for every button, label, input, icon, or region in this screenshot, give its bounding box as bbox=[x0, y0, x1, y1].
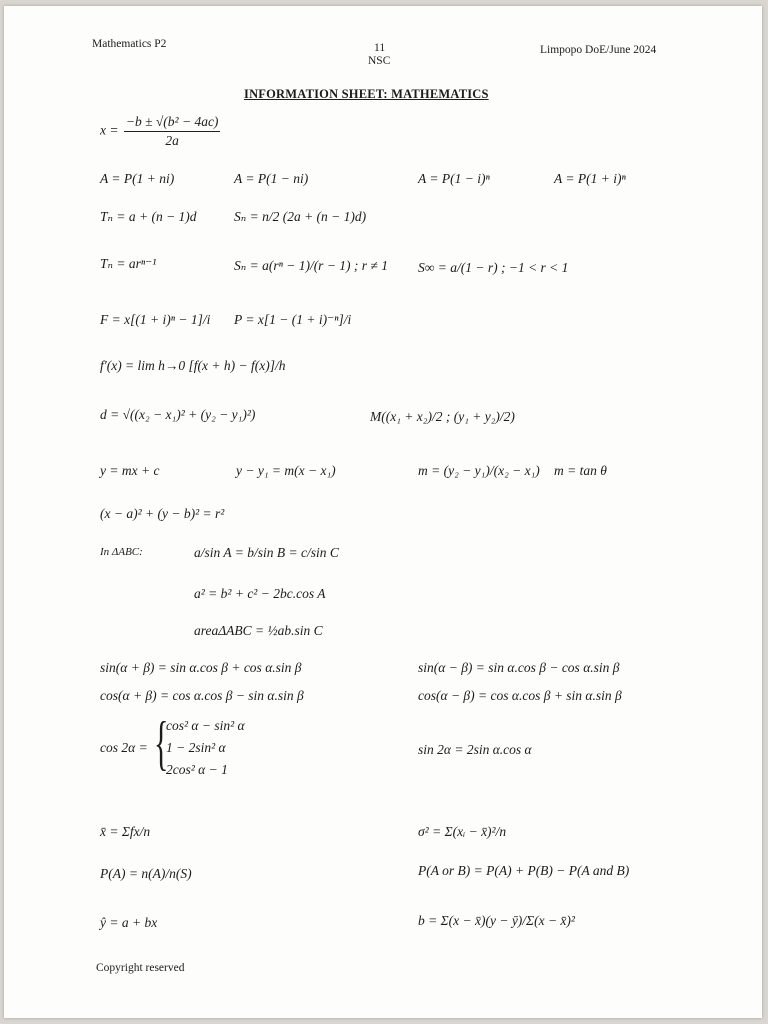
line-equation-formula: y = mx + c bbox=[100, 463, 160, 478]
arithmetic-term-formula: Tₙ = a + (n − 1)d bbox=[100, 209, 197, 224]
probability-or-formula: P(A or B) = P(A) + P(B) − P(A and B) bbox=[418, 863, 630, 878]
header-subject: Mathematics P2 bbox=[92, 38, 167, 50]
cos-double-option-2: 1 − 2sin² α bbox=[166, 740, 226, 755]
cosine-rule-formula: a² = b² + c² − 2bc.cos A bbox=[194, 586, 326, 601]
page-title: INFORMATION SHEET: MATHEMATICS bbox=[244, 87, 489, 101]
geometric-infinite-sum-formula: S∞ = a/(1 − r) ; −1 < r < 1 bbox=[418, 260, 569, 275]
regression-line-formula: ŷ = a + bx bbox=[100, 915, 158, 930]
cos-double-option-1: cos² α − sin² α bbox=[166, 718, 245, 733]
brace-icon: { bbox=[154, 710, 169, 776]
circle-equation-formula: (x − a)² + (y − b)² = r² bbox=[100, 506, 225, 521]
point-gradient-formula: y − y₁ = m(x − x₁) bbox=[236, 463, 336, 478]
triangle-label: In ΔABC: bbox=[100, 546, 143, 558]
future-value-formula: F = x[(1 + i)ⁿ − 1]/i bbox=[100, 312, 211, 327]
variance-formula: σ² = Σ(xᵢ − x̄)²/n bbox=[418, 824, 507, 839]
header-page-number: 11 bbox=[374, 42, 386, 54]
quadratic-denominator: 2a bbox=[165, 133, 179, 148]
quadratic-lhs: x = bbox=[100, 122, 119, 138]
arithmetic-sum-formula: Sₙ = n/2 (2a + (n − 1)d) bbox=[234, 209, 367, 224]
distance-formula: d = √((x₂ − x₁)² + (y₂ − y₁)²) bbox=[100, 407, 256, 422]
copyright-footer: Copyright reserved bbox=[96, 962, 185, 974]
area-rule-formula: areaΔABC = ½ab.sin C bbox=[194, 623, 323, 638]
cos-double-option-3: 2cos² α − 1 bbox=[166, 762, 228, 777]
present-value-formula: P = x[1 − (1 + i)⁻ⁿ]/i bbox=[234, 312, 352, 327]
sin-difference-formula: sin(α − β) = sin α.cos β − cos α.sin β bbox=[418, 660, 620, 675]
inclination-formula: m = tan θ bbox=[554, 463, 607, 478]
cos-double-lhs: cos 2α = bbox=[100, 740, 148, 755]
compound-interest-formula: A = P(1 + i)ⁿ bbox=[554, 171, 626, 186]
geometric-sum-formula: Sₙ = a(rⁿ − 1)/(r − 1) ; r ≠ 1 bbox=[234, 258, 388, 273]
cos-difference-formula: cos(α − β) = cos α.cos β + sin α.sin β bbox=[418, 688, 622, 703]
quadratic-numerator: −b ± √(b² − 4ac) bbox=[124, 114, 221, 132]
quadratic-formula bbox=[100, 114, 222, 149]
simple-depreciation-formula: A = P(1 − ni) bbox=[234, 171, 309, 186]
gradient-formula: m = (y₂ − y₁)/(x₂ − x₁) bbox=[418, 463, 540, 478]
compound-depreciation-formula: A = P(1 − i)ⁿ bbox=[418, 171, 490, 186]
geometric-term-formula: Tₙ = arⁿ⁻¹ bbox=[100, 256, 157, 271]
sin-double-formula: sin 2α = 2sin α.cos α bbox=[418, 742, 532, 757]
regression-slope-formula: b = Σ(x − x̄)(y − ȳ)/Σ(x − x̄)² bbox=[418, 913, 575, 928]
probability-formula: P(A) = n(A)/n(S) bbox=[100, 866, 192, 881]
sine-rule-formula: a/sin A = b/sin B = c/sin C bbox=[194, 545, 339, 560]
simple-interest-formula: A = P(1 + ni) bbox=[100, 171, 175, 186]
sin-sum-formula: sin(α + β) = sin α.cos β + cos α.sin β bbox=[100, 660, 302, 675]
information-sheet-page bbox=[4, 6, 762, 1018]
cos-sum-formula: cos(α + β) = cos α.cos β − sin α.sin β bbox=[100, 688, 304, 703]
mean-formula: x̄ = Σfx/n bbox=[100, 824, 151, 839]
first-principles-formula: f′(x) = lim h→0 [f(x + h) − f(x)]/h bbox=[100, 358, 286, 373]
midpoint-formula: M((x₁ + x₂)/2 ; (y₁ + y₂)/2) bbox=[370, 409, 515, 424]
header-nsc: NSC bbox=[368, 55, 391, 67]
header-source: Limpopo DoE/June 2024 bbox=[540, 44, 657, 56]
